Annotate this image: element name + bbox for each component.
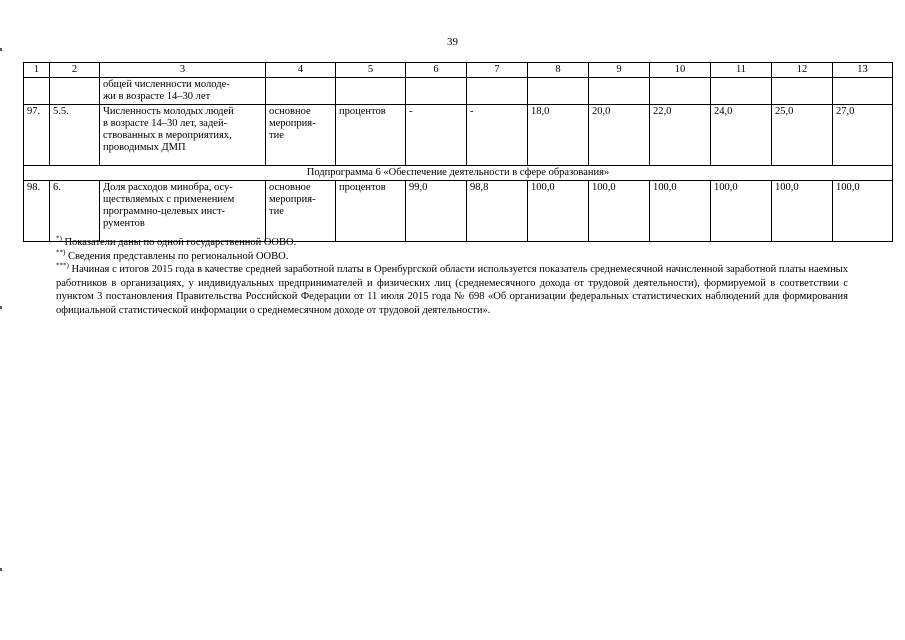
header-cell: 2 [50, 63, 100, 78]
table-cell: 25,0 [772, 105, 833, 166]
table-cell: 100,0 [833, 181, 893, 242]
table-cell: 97. [24, 105, 50, 166]
table-cell [50, 78, 100, 105]
table-cell: основное мероприя- тие [266, 181, 336, 242]
scan-edge-mark [0, 48, 2, 51]
header-cell: 10 [650, 63, 711, 78]
footnote-mark: **) [56, 248, 66, 257]
footnote-mark: ***) [56, 261, 69, 270]
header-cell: 12 [772, 63, 833, 78]
table-cell: процентов [336, 181, 406, 242]
table-cell: 100,0 [772, 181, 833, 242]
table-cell [589, 78, 650, 105]
table-row-97 [24, 105, 893, 166]
table-cell: 98,8 [467, 181, 528, 242]
footnote-1 [56, 236, 848, 250]
table-cell: 99,0 [406, 181, 467, 242]
footnote-3 [56, 263, 848, 317]
footnote-text: Начиная с итогов 2015 года в качестве средней заработной платы в Оренбургской области используется показатель среднемесячной начисленной заработной платы наемных работников в организациях, у индивидуальных предпринимателей и физических лиц (среднемесячного дохода от трудовой деятельности), формируемой в соответствии с пунктом 3 постановления Правительства Российской Федерации от 11 июля 2015 года № 698 «Об организации федеральных статистических наблюдений для формирования официальной статистической информации о среднемесячном доходе от трудовой деятельности». [56, 264, 848, 316]
scan-edge-mark [0, 568, 2, 571]
subprogram-title: Подпрограмма 6 «Обеспечение деятельности в сфере образования» [24, 166, 893, 181]
footnote-text: Показатели даны по одной государственной ООВО. [61, 237, 297, 248]
table-cell: процентов [336, 105, 406, 166]
table-cell: 24,0 [711, 105, 772, 166]
table-cell: 100,0 [589, 181, 650, 242]
header-cell: 4 [266, 63, 336, 78]
table-cell: 100,0 [711, 181, 772, 242]
table-cell: 98. [24, 181, 50, 242]
table-row-98 [24, 181, 893, 242]
header-cell: 1 [24, 63, 50, 78]
table-cell: 6. [50, 181, 100, 242]
table-cell: 100,0 [650, 181, 711, 242]
indicators-table [23, 62, 893, 242]
table-cell: Численность молодых людей в возрасте 14–30 лет, задей- ствованных в мероприятиях, проводимых ДМП [100, 105, 266, 166]
table-cell [772, 78, 833, 105]
header-cell: 6 [406, 63, 467, 78]
page-number: 39 [447, 36, 458, 48]
table-cell [24, 78, 50, 105]
header-cell: 5 [336, 63, 406, 78]
table-cell [336, 78, 406, 105]
table-cell: основное мероприя- тие [266, 105, 336, 166]
footnote-text: Сведения представлены по региональной ООВО. [65, 250, 289, 262]
table-cell: 22,0 [650, 105, 711, 166]
footnote-mark: *) [56, 234, 62, 243]
scan-edge-mark [0, 306, 2, 309]
table-cell: Доля расходов минобра, осу- ществляемых с применением программно-целевых инст- рументов [100, 181, 266, 242]
table-cell: 100,0 [528, 181, 589, 242]
table-cell [406, 78, 467, 105]
header-cell: 13 [833, 63, 893, 78]
table-cell: 27,0 [833, 105, 893, 166]
header-cell: 8 [528, 63, 589, 78]
header-cell: 7 [467, 63, 528, 78]
header-cell: 3 [100, 63, 266, 78]
footnotes [56, 236, 848, 318]
table-cell: 5.5. [50, 105, 100, 166]
table-cell: общей численности молоде- жи в возрасте 14–30 лет [100, 78, 266, 105]
table-cell [833, 78, 893, 105]
footnote-2 [56, 250, 848, 264]
table-cell: - [467, 105, 528, 166]
table-cell: 20,0 [589, 105, 650, 166]
header-cell: 9 [589, 63, 650, 78]
header-row [24, 63, 893, 78]
table-cell [266, 78, 336, 105]
table-cell: - [406, 105, 467, 166]
table-row-continuation [24, 78, 893, 105]
table-cell [528, 78, 589, 105]
header-cell: 11 [711, 63, 772, 78]
subprogram-row [24, 166, 893, 181]
table-cell [467, 78, 528, 105]
table-cell [711, 78, 772, 105]
table-cell [650, 78, 711, 105]
table-cell: 18,0 [528, 105, 589, 166]
